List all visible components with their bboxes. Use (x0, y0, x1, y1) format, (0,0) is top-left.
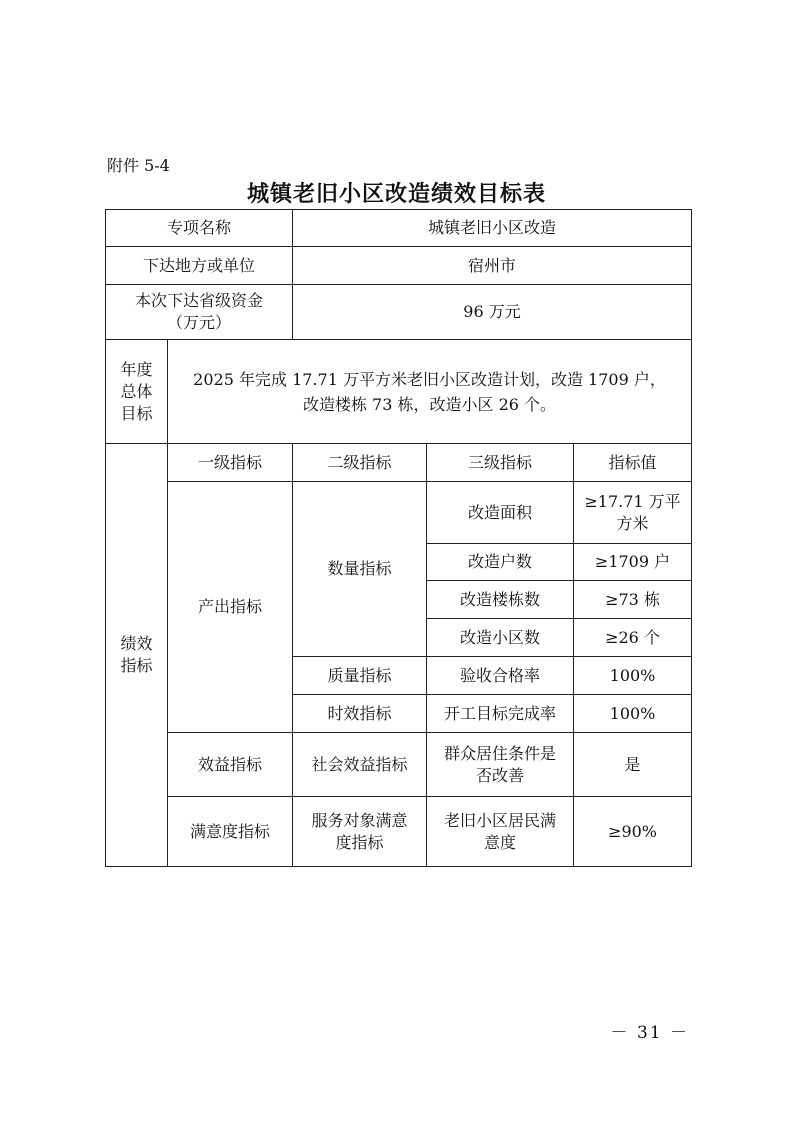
annual-goal-label-line3: 目标 (120, 403, 153, 423)
indicator-name-line1: 老旧小区居民满 (444, 810, 557, 830)
indicator-name-line2: 意度 (484, 832, 517, 852)
indicator-value: 100% (574, 657, 692, 695)
indicator-header-row (106, 444, 692, 482)
annual-goal-label-line1: 年度 (120, 359, 153, 379)
indicator-value (574, 482, 692, 544)
page-title: 城镇老旧小区改造绩效目标表 (246, 181, 546, 207)
indicator-value: ≥26 个 (574, 619, 692, 657)
level2-quantity: 数量指标 (293, 482, 427, 657)
indicator-name: 改造面积 (427, 482, 574, 544)
project-name-label: 专项名称 (106, 210, 293, 247)
header-level1: 一级指标 (168, 444, 293, 482)
header-value: 指标值 (574, 444, 692, 482)
funds-label-line1: 本次下达省级资金 (135, 291, 264, 310)
annual-goal-text-line1: 2025 年完成 17.71 万平方米老旧小区改造计划，改造 1709 户， (193, 369, 666, 389)
indicator-name (427, 797, 574, 867)
header-level3: 三级指标 (427, 444, 574, 482)
table-row (106, 482, 692, 544)
annual-goal-text (168, 340, 692, 444)
annual-goal-row (106, 340, 692, 444)
performance-table (105, 209, 692, 867)
level2-social-benefit: 社会效益指标 (293, 733, 427, 797)
level2-service-satisfaction-line1: 服务对象满意 (311, 810, 408, 830)
indicator-name-line2: 否改善 (476, 765, 525, 785)
annual-goal-label (106, 340, 168, 444)
indicator-value-line1: ≥17.71 万平 (584, 491, 681, 511)
indicator-name: 开工目标完成率 (427, 695, 574, 733)
indicator-value: ≥1709 户 (574, 544, 692, 581)
header-level2: 二级指标 (293, 444, 427, 482)
annual-goal-label-line2: 总体 (120, 381, 153, 401)
indicator-value: ≥90% (574, 797, 692, 867)
funds-value: 96 万元 (293, 285, 692, 340)
level2-quality: 质量指标 (293, 657, 427, 695)
indicator-value-line2: 方米 (616, 513, 649, 533)
region-label: 下达地方或单位 (106, 247, 293, 285)
indicator-value: ≥73 栋 (574, 581, 692, 619)
level2-service-satisfaction (293, 797, 427, 867)
indicator-value: 100% (574, 695, 692, 733)
level2-timeliness: 时效指标 (293, 695, 427, 733)
table-row (106, 797, 692, 867)
indicator-name: 改造小区数 (427, 619, 574, 657)
project-name-row (106, 210, 692, 247)
level1-output: 产出指标 (168, 482, 293, 733)
funds-label (106, 285, 293, 340)
performance-section-label-line2: 指标 (120, 656, 153, 675)
indicator-value: 是 (574, 733, 692, 797)
region-row (106, 247, 692, 285)
project-name-value: 城镇老旧小区改造 (293, 210, 692, 247)
annual-goal-text-line2: 改造楼栋 73 栋，改造小区 26 个。 (302, 394, 557, 414)
page-number: － 31 － (610, 1023, 689, 1043)
indicator-name: 改造户数 (427, 544, 574, 581)
level2-service-satisfaction-line2: 度指标 (335, 832, 384, 852)
performance-section-label-line1: 绩效 (120, 634, 153, 653)
funds-row (106, 285, 692, 340)
table-row (106, 733, 692, 797)
region-value: 宿州市 (293, 247, 692, 285)
performance-section-label (106, 444, 168, 867)
indicator-name: 改造楼栋数 (427, 581, 574, 619)
indicator-name: 验收合格率 (427, 657, 574, 695)
attachment-label: 附件 5-4 (107, 156, 170, 175)
funds-label-line2: （万元） (167, 313, 232, 332)
indicator-name-line1: 群众居住条件是 (444, 743, 557, 763)
level1-benefit: 效益指标 (168, 733, 293, 797)
level1-satisfaction: 满意度指标 (168, 797, 293, 867)
indicator-name (427, 733, 574, 797)
